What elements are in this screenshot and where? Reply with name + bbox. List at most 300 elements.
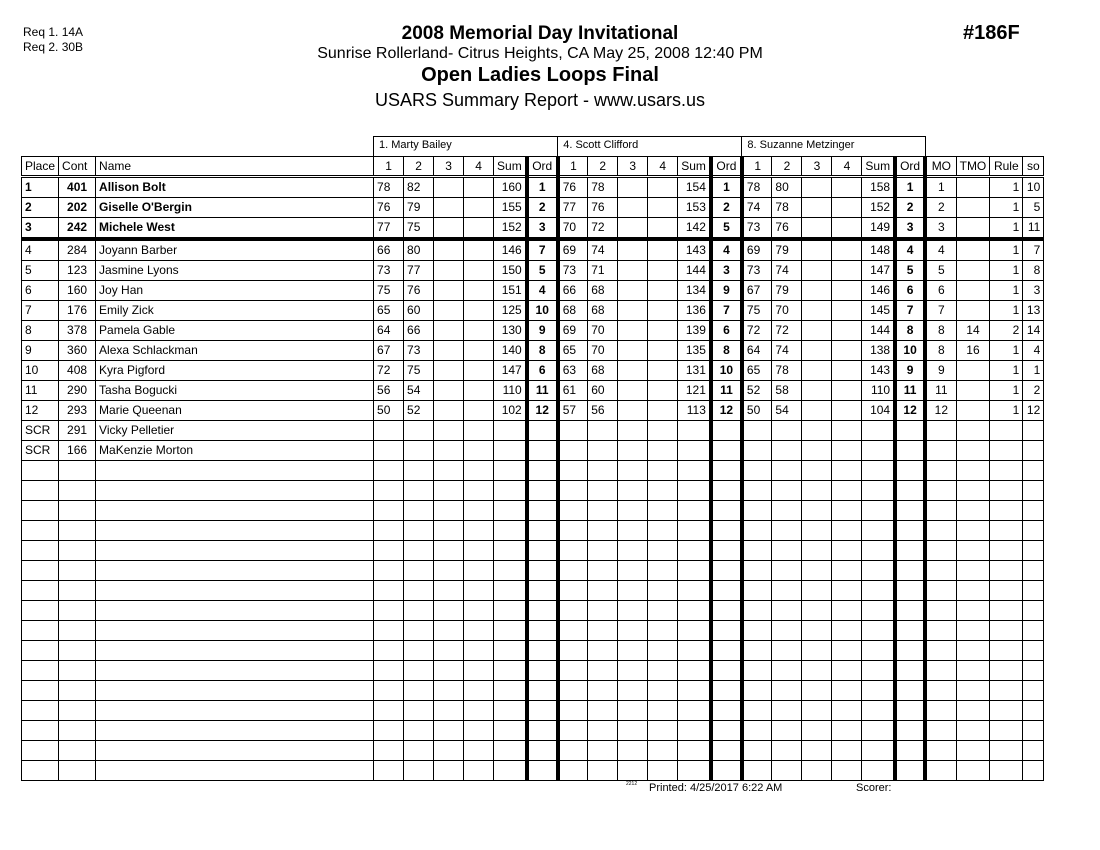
judge1-mark4 [464,661,494,681]
judge2-mark3 [618,381,648,401]
contestant-number: 290 [59,381,96,401]
contestant-number [59,721,96,741]
judge1-mark3 [434,361,464,381]
judge3-mark3 [802,481,832,501]
judge2-mark2 [588,441,618,461]
judge2-ordinal: 3 [711,261,742,281]
judge2-mark1 [558,601,588,621]
judge1-mark3 [434,281,464,301]
judge-4-name: 4. Scott Clifford [558,137,742,157]
judge3-mark3 [802,661,832,681]
so-cell [1023,721,1044,741]
contestant-number [59,581,96,601]
judge1-sum: 147 [494,361,527,381]
table-row [22,381,1044,401]
judge1-mark4 [464,621,494,641]
judge1-sum [494,701,527,721]
so-cell: 2 [1023,381,1044,401]
tmo-cell [956,261,990,281]
judge3-sum: 146 [862,281,895,301]
rule-cell [990,461,1023,481]
judge2-ordinal [711,561,742,581]
so-cell [1023,661,1044,681]
judge3-mark2 [772,521,802,541]
mo-cell [925,761,956,781]
judge3-mark3 [802,218,832,240]
judge2-ordinal: 11 [711,381,742,401]
judge3-mark2: 74 [772,341,802,361]
judge2-sum [678,501,711,521]
judge1-mark2: 75 [404,361,434,381]
judge2-mark1 [558,721,588,741]
judge1-mark3 [434,581,464,601]
printed-timestamp: Printed: 4/25/2017 6:22 AM [649,782,783,794]
col-mo: MO [925,157,956,177]
judge1-sum: 125 [494,301,527,321]
judge3-sum [862,701,895,721]
judge3-sum [862,661,895,681]
judge2-sum [678,621,711,641]
rule-cell: 1 [990,281,1023,301]
contestant-number: 160 [59,281,96,301]
judge3-mark3 [802,321,832,341]
place-cell [22,741,59,761]
judge3-mark3 [802,239,832,261]
judge3-mark1: 52 [742,381,772,401]
rule-cell [990,761,1023,781]
col-judge2-mark2: 2 [588,157,618,177]
judge1-mark2: 54 [404,381,434,401]
contestant-number: 202 [59,198,96,218]
judge3-mark3 [802,301,832,321]
judge2-mark3 [618,481,648,501]
venue-line: Sunrise Rollerland- Citrus Heights, CA May 25, 2008 12:40 PM [317,45,763,62]
table-row [22,218,1044,240]
so-cell [1023,761,1044,781]
skater-name [96,641,374,661]
skater-name [96,601,374,621]
place-cell: 4 [22,239,59,261]
judge3-mark4 [832,218,862,240]
judge2-mark3 [618,198,648,218]
judge2-mark1: 57 [558,401,588,421]
rule-cell: 2 [990,321,1023,341]
judge3-mark2 [772,741,802,761]
judge1-mark3 [434,218,464,240]
judge3-ordinal [895,561,925,581]
judge1-ordinal [527,721,558,741]
tmo-cell [956,721,990,741]
judge2-mark3 [618,541,648,561]
judge3-mark1: 78 [742,177,772,198]
judge3-mark2: 79 [772,239,802,261]
judge3-mark4 [832,321,862,341]
judge1-mark3 [434,681,464,701]
judge1-mark1: 73 [374,261,404,281]
place-cell: 1 [22,177,59,198]
judge3-sum: 148 [862,239,895,261]
judge1-mark2 [404,701,434,721]
skater-name: Giselle O'Bergin [96,198,374,218]
table-row [22,421,1044,441]
judge1-mark4 [464,361,494,381]
judge1-ordinal: 2 [527,198,558,218]
mo-cell: 8 [925,341,956,361]
table-row [22,321,1044,341]
judge3-mark2: 74 [772,261,802,281]
judge1-mark2 [404,641,434,661]
mo-cell [925,421,956,441]
judge3-ordinal [895,481,925,501]
judge3-sum [862,561,895,581]
judge2-ordinal: 10 [711,361,742,381]
judge2-mark2 [588,661,618,681]
col-place: Place [22,157,59,177]
judge3-mark2: 72 [772,321,802,341]
judge2-mark1: 70 [558,218,588,240]
judge2-sum: 142 [678,218,711,240]
judge2-mark4 [648,521,678,541]
judge2-mark3 [618,301,648,321]
judge3-ordinal [895,661,925,681]
judge1-mark2: 60 [404,301,434,321]
tmo-cell [956,541,990,561]
judge2-mark2: 68 [588,281,618,301]
judge1-sum: 146 [494,239,527,261]
judge1-mark2 [404,741,434,761]
place-cell [22,621,59,641]
contestant-number: 408 [59,361,96,381]
skater-name: Vicky Pelletier [96,421,374,441]
skater-name [96,661,374,681]
judge3-mark3 [802,681,832,701]
judge1-mark1: 72 [374,361,404,381]
contestant-number [59,541,96,561]
judge3-mark3 [802,641,832,661]
contestant-number [59,561,96,581]
judge2-mark1: 65 [558,341,588,361]
place-cell [22,681,59,701]
judge3-mark1 [742,441,772,461]
judge1-mark2: 76 [404,281,434,301]
judge3-mark1: 69 [742,239,772,261]
col-rule: Rule [990,157,1023,177]
judge2-ordinal [711,681,742,701]
judge2-mark2: 74 [588,239,618,261]
judge3-mark1: 73 [742,261,772,281]
judge3-sum [862,481,895,501]
judge3-sum [862,741,895,761]
judge2-mark3 [618,761,648,781]
contestant-number [59,601,96,621]
judge1-mark2 [404,681,434,701]
judge1-mark3 [434,321,464,341]
judge2-mark2 [588,601,618,621]
rule-cell [990,741,1023,761]
judge2-mark3 [618,421,648,441]
judge3-sum [862,501,895,521]
event-number: #186F [963,22,1020,44]
judge2-ordinal [711,421,742,441]
judge2-mark3 [618,521,648,541]
rule-cell [990,541,1023,561]
rule-cell [990,701,1023,721]
judge3-mark3 [802,177,832,198]
judge3-mark4 [832,641,862,661]
col-name: Name [96,157,374,177]
judge3-mark2: 80 [772,177,802,198]
rule-cell: 1 [990,218,1023,240]
judge3-ordinal [895,541,925,561]
contestant-number [59,501,96,521]
judge2-mark4 [648,177,678,198]
judge2-ordinal [711,521,742,541]
judge3-sum [862,521,895,541]
judge2-ordinal [711,541,742,561]
mo-cell [925,581,956,601]
judge1-mark4 [464,481,494,501]
tmo-cell [956,441,990,461]
place-cell: 12 [22,401,59,421]
judge3-ordinal [895,501,925,521]
rule-cell [990,561,1023,581]
judge3-mark1 [742,741,772,761]
tmo-cell [956,681,990,701]
judge3-mark3 [802,198,832,218]
judge1-mark3 [434,341,464,361]
place-cell [22,581,59,601]
judge2-mark3 [618,281,648,301]
skater-name [96,561,374,581]
judge3-sum [862,461,895,481]
judge2-mark3 [618,401,648,421]
judge1-mark4 [464,281,494,301]
contestant-number: 242 [59,218,96,240]
judge3-mark1 [742,681,772,701]
judge2-ordinal [711,481,742,501]
judge2-mark4 [648,461,678,481]
judge2-mark4 [648,661,678,681]
judge2-mark1 [558,541,588,561]
judge3-mark2 [772,681,802,701]
col-judge3-mark1: 1 [742,157,772,177]
report-title: USARS Summary Report - www.usars.us [374,90,706,110]
place-cell: SCR [22,421,59,441]
judge1-ordinal [527,641,558,661]
judge1-mark4 [464,341,494,361]
contestant-number [59,641,96,661]
mo-cell: 5 [925,261,956,281]
skater-name: Kyra Pigford [96,361,374,381]
judge1-mark2 [404,441,434,461]
judge3-ordinal [895,421,925,441]
tmo-cell [956,401,990,421]
judge3-mark3 [802,621,832,641]
judge2-mark3 [618,361,648,381]
judge2-ordinal: 9 [711,281,742,301]
col-judge2-mark3: 3 [618,157,648,177]
judge3-mark2 [772,601,802,621]
empty-row [22,541,1044,561]
mo-cell [925,481,956,501]
judge1-mark3 [434,177,464,198]
table-row [22,401,1044,421]
judge1-sum: 140 [494,341,527,361]
judge1-ordinal [527,741,558,761]
contestant-number [59,481,96,501]
judge1-mark2: 80 [404,239,434,261]
mo-cell: 7 [925,301,956,321]
skater-name: Joy Han [96,281,374,301]
judge1-ordinal [527,621,558,641]
judge3-ordinal: 9 [895,361,925,381]
mo-cell: 1 [925,177,956,198]
judge3-mark1: 67 [742,281,772,301]
skater-name: Tasha Bogucki [96,381,374,401]
tmo-cell [956,661,990,681]
table-row [22,261,1044,281]
judge1-ordinal [527,541,558,561]
judge3-mark3 [802,361,832,381]
judge3-sum: 158 [862,177,895,198]
judge2-mark4 [648,761,678,781]
skater-name [96,701,374,721]
judge1-ordinal: 6 [527,361,558,381]
judge1-mark1: 78 [374,177,404,198]
judge2-mark4 [648,239,678,261]
judge3-ordinal: 11 [895,381,925,401]
rule-cell: 1 [990,301,1023,321]
mo-cell [925,701,956,721]
judge1-ordinal: 1 [527,177,558,198]
judge3-ordinal: 3 [895,218,925,240]
judge1-mark3 [434,381,464,401]
table-row [22,239,1044,261]
empty-row [22,581,1044,601]
judge1-mark3 [434,401,464,421]
judge3-mark3 [802,581,832,601]
judge1-mark4 [464,521,494,541]
contestant-number: 378 [59,321,96,341]
rule-cell: 1 [990,198,1023,218]
judge3-sum [862,721,895,741]
rule-cell [990,501,1023,521]
judge2-ordinal [711,601,742,621]
judge2-mark3 [618,321,648,341]
judge1-mark3 [434,641,464,661]
judge2-mark3 [618,239,648,261]
judge2-mark1 [558,481,588,501]
table-row [22,177,1044,198]
judge3-mark1 [742,621,772,641]
judge2-mark4 [648,321,678,341]
judge2-mark4 [648,341,678,361]
so-cell [1023,741,1044,761]
tmo-cell [956,218,990,240]
judge2-mark3 [618,741,648,761]
judge1-sum [494,741,527,761]
judge2-mark1 [558,641,588,661]
judge2-sum [678,601,711,621]
judge3-mark2 [772,461,802,481]
judge2-sum [678,421,711,441]
rule-cell: 1 [990,341,1023,361]
results-table [21,136,1044,781]
judge1-mark3 [434,741,464,761]
judge1-ordinal: 9 [527,321,558,341]
judge1-mark1 [374,661,404,681]
judge3-mark1: 65 [742,361,772,381]
judge1-ordinal: 12 [527,401,558,421]
place-cell: 3 [22,218,59,240]
judge2-sum: 135 [678,341,711,361]
judge2-ordinal: 7 [711,301,742,321]
place-cell: 8 [22,321,59,341]
tmo-cell [956,461,990,481]
judge3-mark4 [832,621,862,641]
judge2-sum [678,481,711,501]
judge3-mark1: 74 [742,198,772,218]
judge3-mark4 [832,521,862,541]
judge2-sum: 131 [678,361,711,381]
judge1-mark4 [464,681,494,701]
tmo-cell [956,177,990,198]
judge2-mark1 [558,701,588,721]
judge1-mark4 [464,401,494,421]
event-name: Open Ladies Loops Final [421,64,659,86]
contestant-number [59,761,96,781]
judge3-sum: 104 [862,401,895,421]
rule-cell [990,661,1023,681]
place-cell: 2 [22,198,59,218]
judge1-mark1 [374,521,404,541]
col-judge1-sum: Sum [494,157,527,177]
judge2-ordinal [711,741,742,761]
rule-cell [990,721,1023,741]
judge2-ordinal [711,641,742,661]
judge1-mark1 [374,641,404,661]
judge1-mark4 [464,441,494,461]
judge2-mark4 [648,281,678,301]
tmo-cell [956,621,990,641]
judge3-sum [862,621,895,641]
judge1-mark1: 65 [374,301,404,321]
judge1-mark3 [434,501,464,521]
judge2-mark2: 72 [588,218,618,240]
contestant-number [59,741,96,761]
judge1-mark4 [464,381,494,401]
skater-name [96,721,374,741]
judge2-mark2: 76 [588,198,618,218]
rule-cell: 1 [990,177,1023,198]
judge1-mark4 [464,581,494,601]
judge2-ordinal [711,761,742,781]
empty-row [22,521,1044,541]
so-cell: 5 [1023,198,1044,218]
judge2-ordinal: 12 [711,401,742,421]
judge1-mark4 [464,461,494,481]
judge2-mark4 [648,641,678,661]
judge1-sum: 151 [494,281,527,301]
judge1-mark4 [464,641,494,661]
judge3-mark3 [802,281,832,301]
judge3-mark4 [832,761,862,781]
judge1-mark1 [374,561,404,581]
judge3-ordinal [895,641,925,661]
judge2-ordinal: 6 [711,321,742,341]
contestant-number [59,701,96,721]
skater-name [96,581,374,601]
